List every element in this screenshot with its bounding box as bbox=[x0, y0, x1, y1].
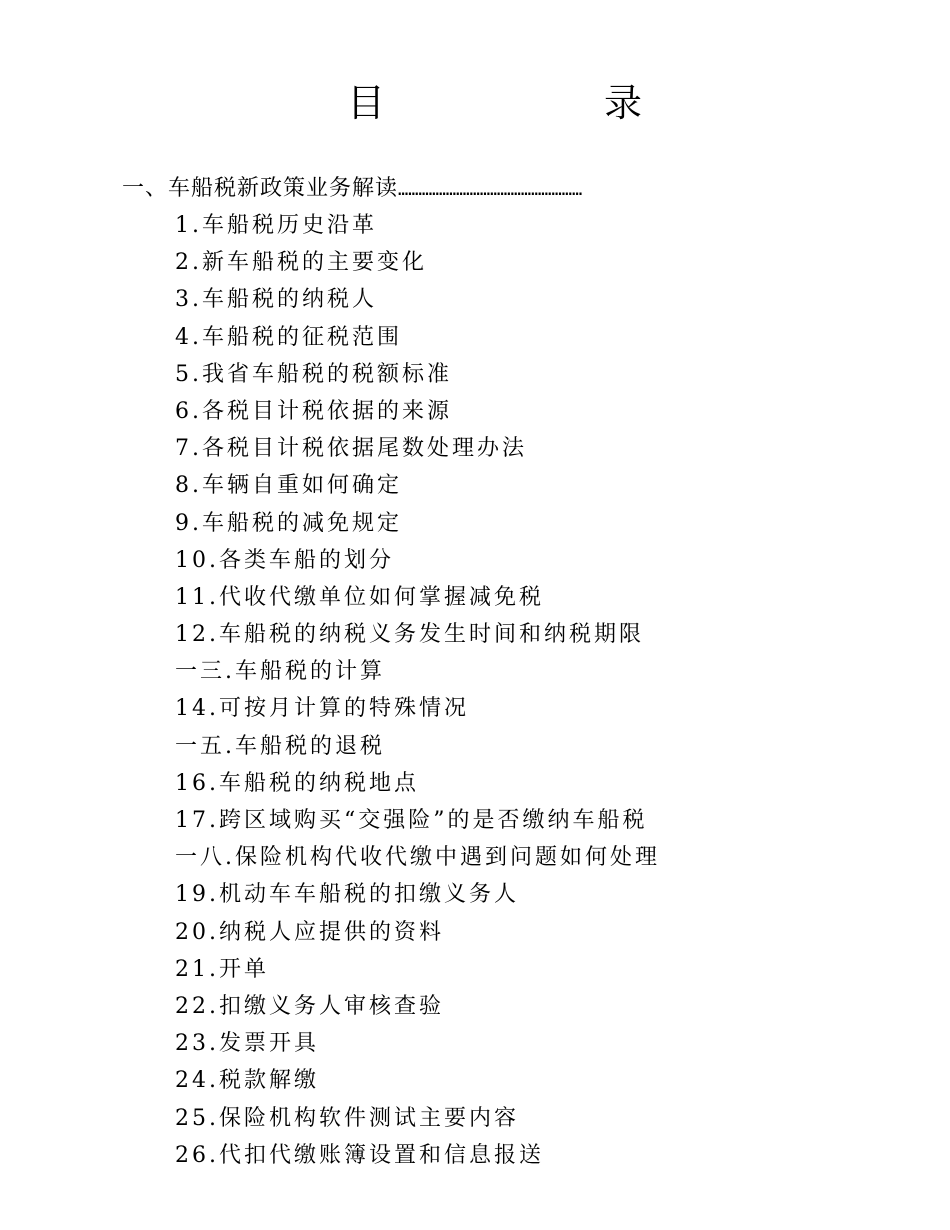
toc-item: 14.可按月计算的特殊情况 bbox=[175, 696, 469, 722]
toc-item: 21.开单 bbox=[175, 956, 269, 982]
toc-leader-dots: ……………………………………………… bbox=[398, 180, 583, 200]
toc-item: 7.各税目计税依据尾数处理办法 bbox=[175, 436, 527, 462]
toc-item: 22.扣缴义务人审核查验 bbox=[175, 993, 444, 1019]
toc-item: 17.跨区域购买“交强险”的是否缴纳车船税 bbox=[175, 808, 648, 833]
toc-item: 一三.车船税的计算 bbox=[175, 659, 385, 685]
toc-section-heading: 一、车船税新政策业务解读 bbox=[122, 176, 399, 201]
toc-item: 一五.车船税的退税 bbox=[175, 733, 385, 759]
toc-item: 2.新车船税的主要变化 bbox=[175, 250, 427, 276]
toc-title bbox=[0, 78, 950, 128]
toc-item: 23.发票开具 bbox=[175, 1031, 319, 1057]
toc-item-list bbox=[175, 207, 660, 1174]
toc-item: 8.车辆自重如何确定 bbox=[175, 473, 402, 499]
toc-title-char-1: 目 bbox=[347, 81, 386, 125]
toc-item: 11.代收代缴单位如何掌握减免税 bbox=[175, 584, 544, 610]
toc-item: 4.车船税的征税范围 bbox=[175, 324, 402, 350]
toc-title-char-2: 录 bbox=[604, 81, 643, 125]
toc-item: 1.车船税历史沿革 bbox=[175, 213, 377, 238]
toc-item: 一八.保险机构代收代缴中遇到问题如何处理 bbox=[175, 845, 660, 871]
toc-item: 5.我省车船税的税额标准 bbox=[175, 361, 452, 387]
toc-item: 24.税款解缴 bbox=[175, 1068, 319, 1094]
toc-item: 12.车船税的纳税义务发生时间和纳税期限 bbox=[175, 622, 644, 648]
toc-item: 25.保险机构软件测试主要内容 bbox=[175, 1105, 519, 1131]
toc-section-heading-row bbox=[122, 170, 582, 209]
toc-item: 10.各类车船的划分 bbox=[175, 547, 394, 573]
toc-item: 19.机动车车船税的扣缴义务人 bbox=[175, 882, 519, 908]
toc-item: 3.车船税的纳税人 bbox=[175, 287, 377, 313]
toc-item: 16.车船税的纳税地点 bbox=[175, 770, 419, 796]
toc-item: 26.代扣代缴账簿设置和信息报送 bbox=[175, 1142, 544, 1168]
toc-item: 6.各税目计税依据的来源 bbox=[175, 398, 452, 424]
toc-item: 20.纳税人应提供的资料 bbox=[175, 919, 444, 945]
toc-item: 9.车船税的减免规定 bbox=[175, 510, 402, 536]
